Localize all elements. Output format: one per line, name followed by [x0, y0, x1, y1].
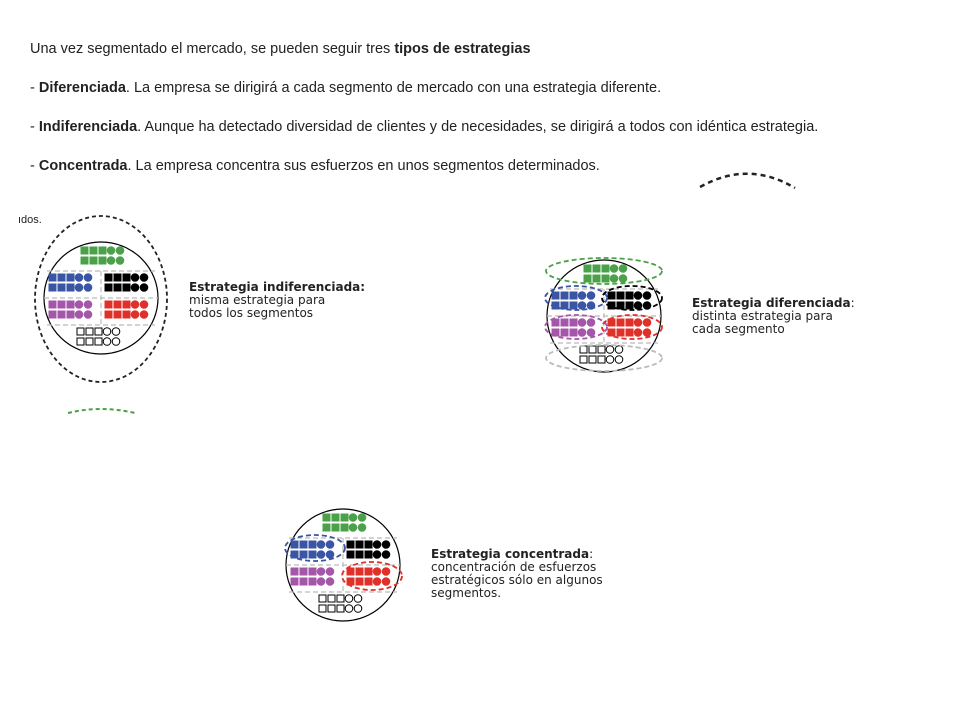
circle-mark [140, 284, 148, 292]
square-mark [105, 301, 112, 308]
circle-mark [354, 595, 362, 603]
square-mark [589, 346, 596, 353]
square-mark [123, 301, 130, 308]
circle-mark [103, 328, 111, 336]
circle-mark [349, 514, 357, 522]
square-mark [67, 311, 74, 318]
decorative-arc [700, 174, 795, 188]
square-mark [561, 319, 568, 326]
square-mark [300, 578, 307, 585]
circle-mark [140, 301, 148, 309]
circle-mark [112, 328, 120, 336]
square-mark [95, 338, 102, 345]
circle-mark [75, 274, 83, 282]
circle-mark [84, 284, 92, 292]
square-mark [626, 292, 633, 299]
square-mark [626, 329, 633, 336]
square-mark [608, 319, 615, 326]
square-mark [90, 257, 97, 264]
segment-blue [49, 274, 92, 292]
segment-white [319, 595, 362, 613]
square-mark [570, 319, 577, 326]
circle-mark [634, 329, 642, 337]
square-mark [347, 568, 354, 575]
green-arc-fragment [68, 409, 135, 413]
square-mark [58, 301, 65, 308]
square-mark [67, 274, 74, 281]
square-mark [105, 284, 112, 291]
caption-indiferenciada: Estrategia indiferenciada: misma estrategia para todos los segmentos [189, 280, 366, 320]
item-diferenciada: - Diferenciada. La empresa se dirigirá a cada segmento de mercado con una estrategia diferente. [30, 80, 662, 96]
segment-white [580, 346, 623, 364]
circle-mark [107, 257, 115, 265]
square-mark [323, 514, 330, 521]
segment-red [608, 319, 651, 337]
item-concentrada: - Concentrada. La empresa concentra sus esfuerzos en unos segmentos determinados. [30, 158, 600, 174]
square-mark [332, 514, 339, 521]
circle-mark [643, 319, 651, 327]
square-mark [49, 274, 56, 281]
square-mark [570, 302, 577, 309]
square-mark [337, 605, 344, 612]
circle-mark [84, 311, 92, 319]
square-mark [328, 605, 335, 612]
square-mark [593, 265, 600, 272]
square-mark [365, 568, 372, 575]
square-mark [561, 329, 568, 336]
circle-mark [317, 551, 325, 559]
circle-mark [103, 338, 111, 346]
square-mark [365, 578, 372, 585]
square-mark [570, 329, 577, 336]
circle-mark [578, 292, 586, 300]
square-mark [49, 301, 56, 308]
segment-purple [291, 568, 334, 586]
circle-mark [84, 301, 92, 309]
square-mark [365, 551, 372, 558]
square-mark [49, 311, 56, 318]
square-mark [77, 338, 84, 345]
segment-purple [49, 301, 92, 319]
square-mark [561, 292, 568, 299]
square-mark [602, 265, 609, 272]
segment-blue [291, 541, 334, 559]
square-mark [58, 274, 65, 281]
square-mark [341, 524, 348, 531]
square-mark [328, 595, 335, 602]
square-mark [337, 595, 344, 602]
circle-mark [610, 275, 618, 283]
circle-mark [140, 274, 148, 282]
circle-mark [75, 311, 83, 319]
square-mark [309, 541, 316, 548]
square-mark [300, 541, 307, 548]
segment-black [347, 541, 390, 559]
circle-mark [578, 319, 586, 327]
segment-blue [552, 292, 595, 310]
square-mark [319, 595, 326, 602]
circle-mark [354, 605, 362, 613]
square-mark [105, 311, 112, 318]
circle-mark [358, 524, 366, 532]
circle-mark [606, 356, 614, 364]
square-mark [77, 328, 84, 335]
square-mark [323, 524, 330, 531]
circle-mark [84, 274, 92, 282]
segment-green [584, 265, 627, 283]
square-mark [81, 247, 88, 254]
square-mark [589, 356, 596, 363]
square-mark [58, 284, 65, 291]
circle-mark [619, 265, 627, 273]
diagram-indiferenciada [35, 216, 167, 382]
circle-mark [349, 524, 357, 532]
segment-green [81, 247, 124, 265]
square-mark [309, 551, 316, 558]
strategy-outline-red [342, 562, 402, 590]
circle-mark [373, 568, 381, 576]
square-mark [356, 551, 363, 558]
circle-mark [326, 578, 334, 586]
circle-mark [326, 541, 334, 549]
square-mark [81, 257, 88, 264]
circle-mark [373, 541, 381, 549]
circle-mark [634, 319, 642, 327]
segment-black [105, 274, 148, 292]
square-mark [617, 292, 624, 299]
circle-mark [615, 346, 623, 354]
square-mark [580, 356, 587, 363]
square-mark [291, 568, 298, 575]
square-mark [99, 247, 106, 254]
square-mark [593, 275, 600, 282]
square-mark [584, 275, 591, 282]
segment-red [347, 568, 390, 586]
square-mark [552, 319, 559, 326]
circle-mark [382, 551, 390, 559]
square-mark [300, 551, 307, 558]
caption-title: Estrategia diferenciada [692, 296, 851, 310]
square-mark [319, 605, 326, 612]
circle-mark [107, 247, 115, 255]
segment-red [105, 301, 148, 319]
square-mark [123, 311, 130, 318]
square-mark [114, 284, 121, 291]
circle-mark [634, 292, 642, 300]
caption-title: Estrategia indiferenciada: [189, 280, 366, 294]
square-mark [300, 568, 307, 575]
square-mark [552, 292, 559, 299]
square-mark [114, 274, 121, 281]
square-mark [617, 319, 624, 326]
circle-mark [373, 551, 381, 559]
circle-mark [606, 346, 614, 354]
circle-mark [116, 257, 124, 265]
square-mark [356, 578, 363, 585]
circle-mark [131, 284, 139, 292]
caption-concentrada: Estrategia concentrada: concentración de esfuerzos estratégicos sólo en algunos segmentos. [431, 547, 603, 600]
circle-mark [131, 311, 139, 319]
circle-mark [382, 541, 390, 549]
circle-mark [317, 541, 325, 549]
square-mark [598, 356, 605, 363]
intro-line: Una vez segmentado el mercado, se pueden seguir tres tipos de estrategias [30, 41, 531, 57]
circle-mark [634, 302, 642, 310]
square-mark [356, 568, 363, 575]
circle-mark [131, 301, 139, 309]
circle-mark [326, 568, 334, 576]
square-mark [291, 578, 298, 585]
square-mark [332, 524, 339, 531]
square-mark [617, 329, 624, 336]
circle-mark [643, 292, 651, 300]
square-mark [114, 301, 121, 308]
square-mark [99, 257, 106, 264]
circle-mark [610, 265, 618, 273]
square-mark [95, 328, 102, 335]
circle-mark [578, 329, 586, 337]
circle-mark [615, 356, 623, 364]
square-mark [584, 265, 591, 272]
circle-mark [112, 338, 120, 346]
circle-mark [317, 568, 325, 576]
caption-diferenciada: Estrategia diferenciada: distinta estrategia para cada segmento [692, 296, 855, 336]
circle-mark [75, 301, 83, 309]
circle-mark [587, 292, 595, 300]
square-mark [86, 338, 93, 345]
square-mark [123, 274, 130, 281]
square-mark [608, 292, 615, 299]
square-mark [580, 346, 587, 353]
square-mark [309, 568, 316, 575]
square-mark [49, 284, 56, 291]
square-mark [105, 274, 112, 281]
square-mark [570, 292, 577, 299]
circle-mark [116, 247, 124, 255]
circle-mark [345, 595, 353, 603]
text-fragment: ıdos. [18, 214, 42, 226]
square-mark [90, 247, 97, 254]
square-mark [291, 541, 298, 548]
circle-mark [326, 551, 334, 559]
circle-mark [578, 302, 586, 310]
circle-mark [345, 605, 353, 613]
square-mark [626, 319, 633, 326]
circle-mark [140, 311, 148, 319]
item-indiferenciada: - Indiferenciada. Aunque ha detectado diversidad de clientes y de necesidades, se dirigirá a todos con idéntica estrategia. [30, 119, 819, 135]
square-mark [114, 311, 121, 318]
square-mark [347, 551, 354, 558]
circle-mark [373, 578, 381, 586]
square-mark [602, 275, 609, 282]
segment-green [323, 514, 366, 532]
square-mark [123, 284, 130, 291]
square-mark [347, 541, 354, 548]
circle-mark [131, 274, 139, 282]
segment-white [77, 328, 120, 346]
square-mark [598, 346, 605, 353]
circle-mark [75, 284, 83, 292]
circle-mark [358, 514, 366, 522]
square-mark [365, 541, 372, 548]
square-mark [86, 328, 93, 335]
caption-title: Estrategia concentrada [431, 547, 590, 561]
circle-mark [587, 319, 595, 327]
square-mark [341, 514, 348, 521]
circle-mark [643, 329, 651, 337]
circle-mark [382, 578, 390, 586]
square-mark [309, 578, 316, 585]
circle-mark [317, 578, 325, 586]
circle-mark [382, 568, 390, 576]
square-mark [356, 541, 363, 548]
square-mark [67, 301, 74, 308]
circle-mark [619, 275, 627, 283]
square-mark [58, 311, 65, 318]
square-mark [67, 284, 74, 291]
segment-black [608, 292, 651, 310]
segment-purple [552, 319, 595, 337]
diagram-diferenciada [545, 258, 662, 372]
square-mark [626, 302, 633, 309]
diagram-concentrada [285, 509, 402, 621]
circle-mark [587, 329, 595, 337]
